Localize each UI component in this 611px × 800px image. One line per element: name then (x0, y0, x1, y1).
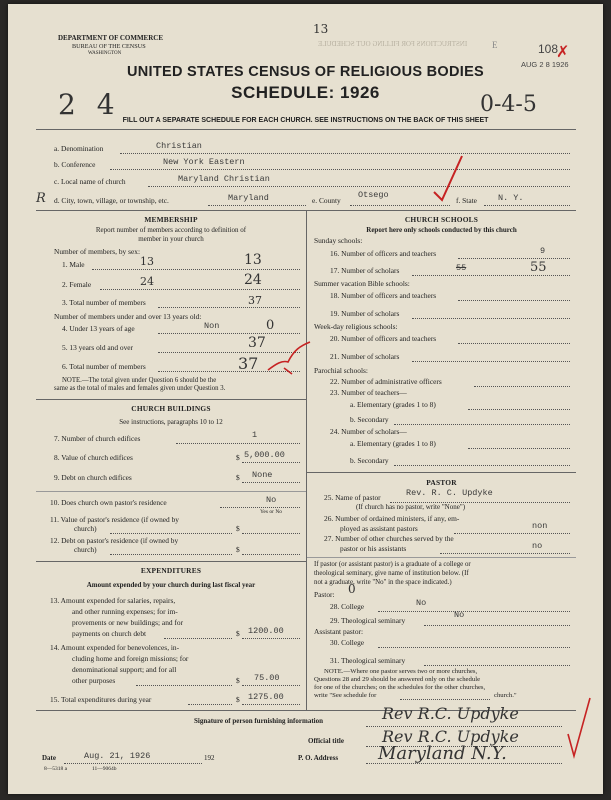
under-13-value: Non (204, 321, 220, 331)
q22-line (474, 386, 570, 387)
edifices-count-label: 7. Number of church edifices (54, 434, 141, 443)
residence-debt-leader (110, 554, 232, 555)
members-by-sex-label: Number of members, by sex: (54, 247, 140, 256)
graduate-note-3: not a graduate, write "No" in the space indicated.) (314, 579, 452, 586)
separate-schedule-instruction: FILL OUT A SEPARATE SCHEDULE FOR EACH CHURCH. SEE INSTRUCTIONS ON THE BACK OF THIS SHEET (122, 117, 489, 124)
male-red-value: 13 (244, 252, 262, 268)
membership-intro-2: member in your church (138, 235, 204, 243)
running-expenses-leader (164, 638, 232, 639)
conference-value: New York Eastern (163, 157, 245, 167)
residence-value-label-2: church) (74, 524, 97, 533)
q23b-line (394, 424, 570, 425)
sunday-schools-label: Sunday schools: (314, 236, 363, 245)
total-members-line (158, 307, 300, 308)
dollar-sign-14: $ (236, 676, 240, 685)
other-churches-label-1: 27. Number of other churches served by the (324, 534, 454, 543)
benevolences-label-1: 14. Amount expended for benevolences, in- (50, 643, 180, 652)
edifices-debt-line (242, 482, 300, 483)
under-13-line (158, 333, 300, 334)
under-13-red-value: 0 (266, 318, 275, 333)
q23a-line (468, 409, 570, 410)
membership-intro-1: Report number of members according to definition of (95, 226, 247, 234)
city-label: WASHINGTON (88, 51, 122, 56)
red-number-left: 2 4 (58, 88, 121, 121)
assistant-pastors-label-1: 26. Number of ordained ministers, if any, em- (324, 514, 460, 523)
q24-label: 24. Number of scholars— (330, 427, 407, 436)
assistant-pastors-line (454, 533, 570, 534)
dollar-sign-11: $ (236, 524, 240, 533)
red-margin-check (564, 694, 594, 764)
q24b-label: b. Secondary (350, 456, 389, 465)
membership-heading: MEMBERSHIP (144, 215, 198, 224)
city-town-label: d. City, town, village, or township, etc. (54, 196, 169, 205)
schedule-title: SCHEDULE: 1926 (231, 83, 380, 102)
date-line (64, 763, 202, 764)
pastor-mid-rule (307, 557, 576, 558)
pastor-note-2: Questions 28 and 29 should be answered only on the schedule (314, 676, 481, 683)
benevolences-value: 75.00 (254, 673, 280, 683)
pastor-name-note: (If church has no pastor, write "None") (356, 503, 466, 511)
residence-value-label-1: 11. Value of pastor's residence (if owned by (50, 515, 179, 524)
female-line (100, 289, 300, 290)
conference-line (110, 169, 570, 170)
assistant-pastors-label-2: ployed as assistant pastors (340, 524, 418, 533)
pastor-red-mark: 0 (348, 582, 356, 596)
stamp-number: 108 (538, 42, 559, 56)
pastor-note-4: write "See schedule for (314, 692, 377, 699)
running-expenses-line (242, 638, 300, 639)
other-churches-line (440, 553, 570, 554)
church-schools-sub: Report here only schools conducted by this church (366, 226, 517, 234)
date-value: Aug. 21, 1926 (84, 751, 151, 761)
pastor-heading: PASTOR (426, 478, 457, 487)
edifices-debt-label: 9. Debt on church edifices (54, 473, 132, 482)
schools-bottom-rule (307, 472, 576, 473)
bleed-through-text: INSTRUCTIONS FOR FILLING OUT SCHEDULE (318, 40, 468, 48)
pastor-college-line (378, 611, 570, 612)
denomination-label: a. Denomination (54, 144, 104, 153)
church-schools-heading: CHURCH SCHOOLS (404, 215, 479, 224)
official-title-label: Official title (308, 737, 344, 745)
department-label: DEPARTMENT OF COMMERCE (58, 34, 164, 42)
q21-label: 21. Number of scholars (330, 352, 400, 361)
pastor-seminary-label: 29. Theological seminary (330, 616, 406, 625)
total-expenditures-value: 1275.00 (248, 692, 284, 702)
q18-label: 18. Number of officers and teachers (330, 291, 437, 300)
running-expenses-value: 1200.00 (248, 626, 284, 636)
edifices-value-line (242, 462, 300, 463)
print-number: 11—9064b (92, 766, 117, 772)
city-town-value: Maryland (228, 193, 269, 203)
q23a-label: a. Elementary (grades 1 to 8) (350, 400, 436, 409)
graduate-note-1: If pastor (or assistant pastor) is a graduate of a college or (314, 561, 471, 568)
owns-residence-label: 10. Does church own pastor's residence (50, 498, 167, 507)
expenditures-heading: EXPENDITURES (140, 566, 202, 575)
pastor-sub-label: Pastor: (314, 590, 335, 599)
running-expenses-label-3: provements or new buildings; and for (72, 618, 184, 627)
edifices-value-label: 8. Value of church edifices (54, 453, 133, 462)
date-year: 192 (204, 754, 215, 762)
q16-line (458, 258, 570, 259)
q17-red-value: 55 (530, 260, 547, 275)
vacation-schools-label: Summer vacation Bible schools: (314, 279, 410, 288)
form-title: UNITED STATES CENSUS OF RELIGIOUS BODIES (126, 64, 485, 80)
q19-label: 19. Number of scholars (330, 309, 400, 318)
q17-value: 55 (456, 263, 467, 273)
female-label: 2. Female (62, 280, 92, 289)
red-number-right: 0-4-5 (480, 92, 537, 117)
assistant-seminary-label: 31. Theological seminary (330, 656, 406, 665)
membership-note-2: same as the total of males and females given under Question 3. (54, 385, 226, 392)
running-expenses-label-2: and other running expenses; for im- (72, 607, 178, 616)
under-13-label: 4. Under 13 years of age (62, 324, 135, 333)
pastor-note-1: NOTE.—Where one pastor serves two or more churches, (324, 668, 478, 675)
dollar-sign-15: $ (236, 695, 240, 704)
total-expenditures-leader (188, 704, 232, 705)
benevolences-label-2: cluding home and foreign missions; for (72, 654, 189, 663)
expenditures-intro: Amount expended by your church during last fiscal year (86, 581, 256, 589)
q17-line (412, 275, 570, 276)
dollar-sign-9: $ (236, 473, 240, 482)
female-red-value: 24 (244, 272, 262, 288)
owns-residence-line (220, 507, 300, 508)
po-address-label: P. O. Address (298, 754, 339, 762)
benevolences-label-3: denominational support; and for all (72, 665, 177, 674)
assistant-seminary-line (424, 665, 570, 666)
red-check-mark (428, 154, 468, 204)
q19-line (412, 318, 570, 319)
residence-value-leader (110, 533, 232, 534)
signature-value: Rev R.C. Updyke (382, 704, 519, 723)
male-value: 13 (140, 255, 154, 268)
other-churches-value: no (532, 541, 543, 551)
red-number-top: 13 (313, 22, 329, 36)
owns-residence-value: No (266, 495, 277, 505)
yes-or-no-hint: Yes or No (260, 509, 283, 515)
state-value: N. Y. (498, 193, 524, 203)
date-label: Date (42, 754, 56, 762)
edifices-count-line (176, 443, 300, 444)
local-name-value: Maryland Christian (178, 174, 270, 184)
header-rule (36, 129, 576, 130)
q24a-line (468, 448, 570, 449)
total-expenditures-line (242, 704, 300, 705)
q22-label: 22. Number of administrative officers (330, 377, 442, 386)
dollar-sign-13: $ (236, 629, 240, 638)
q24a-label: a. Elementary (grades 1 to 8) (350, 439, 436, 448)
buildings-bottom-rule (36, 561, 306, 562)
female-value: 24 (140, 275, 154, 288)
stamp-check-mark: ✗ (556, 44, 570, 61)
church-buildings-heading: CHURCH BUILDINGS (131, 404, 211, 413)
residence-debt-label-2: church) (74, 545, 97, 554)
pastor-college-label: 28. College (330, 602, 365, 611)
q16-label: 16. Number of officers and teachers (330, 249, 437, 258)
residence-debt-line (242, 554, 300, 555)
over-13-red-value: 37 (248, 335, 266, 351)
q23b-label: b. Secondary (350, 415, 389, 424)
total-age-red-value: 37 (238, 354, 259, 373)
total-expenditures-label: 15. Total expenditures during year (50, 695, 152, 704)
form-number: 8—5318 a (44, 766, 68, 772)
edifices-count-value: 1 (252, 430, 258, 440)
graduate-note-2: theological seminary, give name of institution below. (If (314, 570, 469, 577)
membership-bottom-rule (36, 399, 306, 400)
received-date-stamp: AUG 2 8 1926 (521, 60, 569, 69)
edifices-value-value: 5,000.00 (244, 450, 285, 460)
local-name-label: c. Local name of church (54, 177, 126, 186)
bureau-label: BUREAU OF THE CENSUS (72, 43, 146, 50)
assistant-college-line (378, 647, 570, 648)
q23-label: 23. Number of teachers— (330, 388, 407, 397)
benevolences-leader (136, 685, 232, 686)
state-label: f. State (456, 196, 477, 205)
male-line (92, 269, 300, 270)
pastor-note-3: for one of the churches; on the schedules for the other churches, (314, 684, 486, 691)
county-label: e. County (312, 196, 341, 205)
column-divider (306, 210, 307, 710)
county-value: Otsego (358, 190, 389, 200)
census-schedule-sheet (8, 4, 603, 794)
assistant-pastors-value: non (532, 521, 548, 531)
q16-value: 9 (540, 246, 546, 256)
edifices-debt-value: None (252, 470, 273, 480)
pastor-note-5: church." (494, 692, 517, 699)
membership-note-1: NOTE.—The total given under Question 6 should be the (62, 377, 217, 384)
residence-debt-label-1: 12. Debt on pastor's residence (if owned by (50, 536, 179, 545)
male-label: 1. Male (62, 260, 85, 269)
q18-line (458, 300, 570, 301)
q21-line (412, 361, 570, 362)
assistant-college-label: 30. College (330, 638, 365, 647)
other-churches-label-2: pastor or his assistants (340, 544, 407, 553)
signature-label: Signature of person furnishing information (194, 717, 323, 725)
city-town-line (208, 205, 306, 206)
denomination-value: Christian (156, 141, 202, 151)
q20-line (458, 343, 570, 344)
q20-label: 20. Number of officers and teachers (330, 334, 437, 343)
conference-label: b. Conference (54, 160, 96, 169)
pastor-name-label: 25. Name of pastor (324, 493, 381, 502)
official-title-value: Rev R.C. Updyke (382, 727, 519, 746)
county-line (350, 205, 450, 206)
denomination-line (120, 153, 570, 154)
residence-value-line (242, 533, 300, 534)
total-members-value: 37 (248, 294, 262, 307)
benevolences-label-4: other purposes (72, 676, 116, 685)
dollar-sign-8: $ (236, 453, 240, 462)
red-scribble-mark (266, 340, 312, 376)
total-age-label: 6. Total number of members (62, 362, 146, 371)
pastor-college-value: No (416, 598, 427, 608)
dollar-sign-12: $ (236, 545, 240, 554)
assistant-pastor-sub-label: Assistant pastor: (314, 627, 364, 636)
weekday-schools-label: Week-day religious schools: (314, 322, 398, 331)
red-margin-mark: R (36, 191, 46, 206)
pastor-name-value: Rev. R. C. Updyke (406, 488, 493, 498)
pastor-seminary-value: No (454, 610, 465, 620)
po-address-value: Maryland N.Y. (378, 743, 507, 764)
corner-mark: E (492, 40, 498, 50)
see-schedule-line (400, 699, 490, 700)
total-members-label: 3. Total number of members (62, 298, 146, 307)
over-13-label: 5. 13 years old and over (62, 343, 134, 352)
running-expenses-label-1: 13. Amount expended for salaries, repairs, (50, 596, 176, 605)
buildings-mid-rule (36, 491, 306, 492)
q17-label: 17. Number of scholars (330, 266, 400, 275)
benevolences-line (242, 685, 300, 686)
running-expenses-label-4: payments on church debt (72, 629, 147, 638)
church-buildings-instructions: See instructions, paragraphs 10 to 12 (119, 418, 223, 426)
q24b-line (394, 465, 570, 466)
parochial-schools-label: Parochial schools: (314, 366, 368, 375)
state-line (484, 205, 570, 206)
pastor-seminary-line (424, 625, 570, 626)
age-intro-label: Number of members under and over 13 years old: (54, 312, 202, 321)
local-name-line (148, 186, 570, 187)
